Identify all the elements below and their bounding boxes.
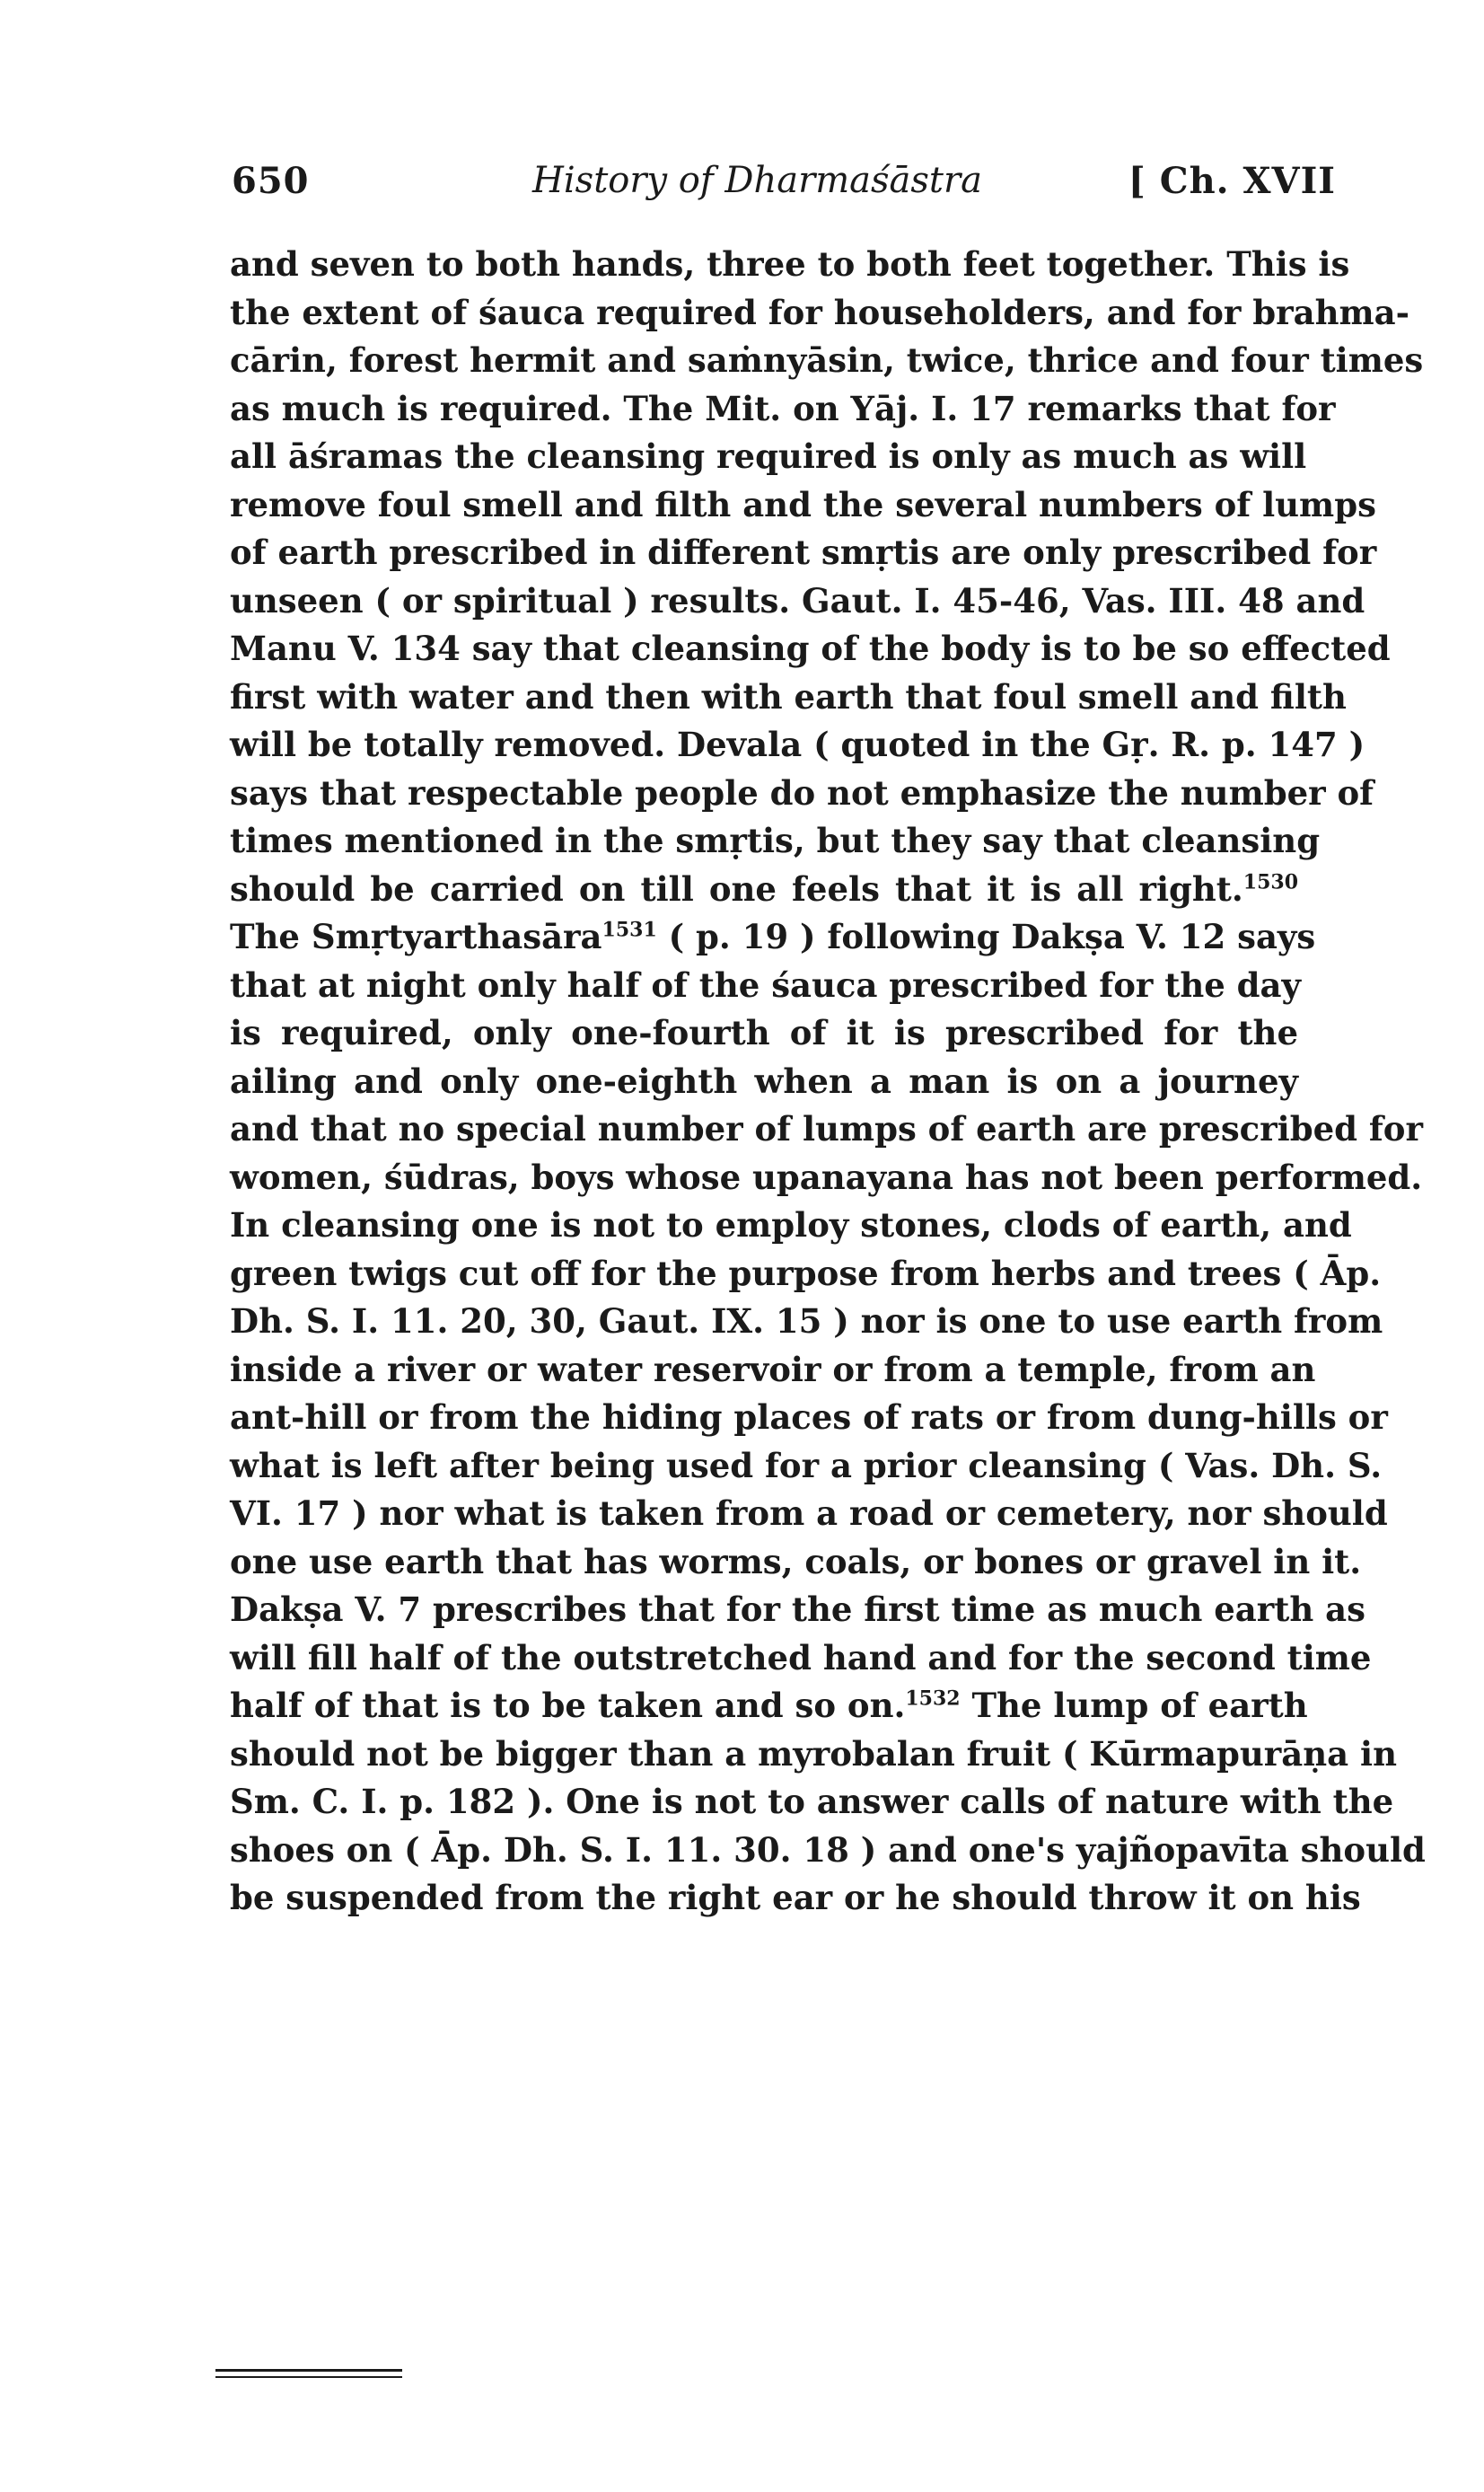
- text-line: VI. 17 ) nor what is taken from a road or cemetery, nor should: [230, 1493, 1388, 1533]
- footnote-separator-secondary: [215, 2376, 402, 2378]
- text-line: will fill half of the outstretched hand and for the second time: [230, 1637, 1372, 1677]
- text-line: inside a river or water reservoir or from a temple, from an: [230, 1349, 1316, 1389]
- page-header: [232, 160, 1336, 214]
- text-fragment: half of that is to be taken and so on.: [230, 1686, 906, 1725]
- text-line: In cleansing one is not to employ stones, clods of earth, and: [230, 1205, 1352, 1245]
- text-line: and that no special number of lumps of earth are prescribed for: [230, 1109, 1423, 1149]
- text-line: ailing and only one-eighth when a man is on a journey: [230, 1061, 1298, 1101]
- text-line: one use earth that has worms, coals, or bones or gravel in it.: [230, 1541, 1362, 1581]
- text-line: cārin, forest hermit and saṁnyāsin, twice, thrice and four times: [230, 340, 1424, 380]
- text-line: that at night only half of the śauca prescribed for the day: [230, 964, 1302, 1005]
- text-line: remove foul smell and filth and the several numbers of lumps: [230, 484, 1376, 524]
- text-line: the extent of śauca required for householders, and for brahma-: [230, 292, 1410, 332]
- text-fragment: should be carried on till one feels that it is all right.: [230, 868, 1243, 909]
- footnote-marker: 1532: [905, 1686, 961, 1711]
- text-fragment: The Smṛtyarthasāra: [230, 917, 602, 956]
- chapter-label: [ Ch. XVII: [1128, 160, 1336, 202]
- footnote-separator: [215, 2369, 402, 2372]
- text-line: green twigs cut off for the purpose from herbs and trees ( Āp.: [230, 1253, 1382, 1293]
- footnote-marker: 1530: [1243, 870, 1298, 894]
- text-line: ant-hill or from the hiding places of rats or from dung-hills or: [230, 1397, 1388, 1437]
- text-line: what is left after being used for a prior cleansing ( Vas. Dh. S.: [230, 1445, 1383, 1485]
- text-line: will be totally removed. Devala ( quoted in the Gṛ. R. p. 147 ): [230, 725, 1365, 764]
- body-text: [230, 241, 1426, 1923]
- running-title: History of Dharmaśāstra: [532, 160, 982, 201]
- text-line: be suspended from the right ear or he should throw it on his: [230, 1878, 1361, 1917]
- text-line: Dh. S. I. 11. 20, 30, Gaut. IX. 15 ) nor is one to use earth from: [230, 1301, 1383, 1341]
- text-line: Manu V. 134 say that cleansing of the body is to be so effected: [230, 629, 1391, 668]
- text-line-with-footnote: [230, 866, 1298, 914]
- page-number: 650: [232, 160, 310, 202]
- text-line: shoes on ( Āp. Dh. S. I. 11. 30. 18 ) and one's yajñopavīta should: [230, 1829, 1426, 1870]
- text-line: is required, only one-fourth of it is prescribed for the: [230, 1013, 1298, 1052]
- text-line: should not be bigger than a myrobalan fruit ( Kūrmapurāṇa in: [230, 1733, 1397, 1774]
- text-line: unseen ( or spiritual ) results. Gaut. I. 45-46, Vas. III. 48 and: [230, 580, 1365, 621]
- text-line: as much is required. The Mit. on Yāj. I. 17 remarks that for: [230, 388, 1336, 428]
- text-line: Dakṣa V. 7 prescribes that for the first time as much earth as: [230, 1589, 1365, 1629]
- text-line: and seven to both hands, three to both feet together. This is: [230, 244, 1350, 284]
- footnote-marker: 1531: [602, 918, 657, 942]
- text-line: says that respectable people do not emphasize the number of: [230, 772, 1374, 813]
- text-fragment: ( p. 19 ) following Dakṣa V. 12 says: [656, 917, 1316, 956]
- text-line: times mentioned in the smṛtis, but they say that cleansing: [230, 821, 1321, 860]
- text-line-with-footnote: [230, 913, 1316, 962]
- text-line: first with water and then with earth that foul smell and filth: [230, 676, 1347, 717]
- text-fragment: The lump of earth: [960, 1686, 1308, 1725]
- text-line: of earth prescribed in different smṛtis are only prescribed for: [230, 533, 1377, 572]
- text-line: all āśramas the cleansing required is only as much as will: [230, 436, 1307, 476]
- text-line: women, śūdras, boys whose upanayana has not been performed.: [230, 1157, 1423, 1197]
- text-line: Sm. C. I. p. 182 ). One is not to answer calls of nature with the: [230, 1782, 1394, 1821]
- text-line-with-footnote: [230, 1682, 1308, 1730]
